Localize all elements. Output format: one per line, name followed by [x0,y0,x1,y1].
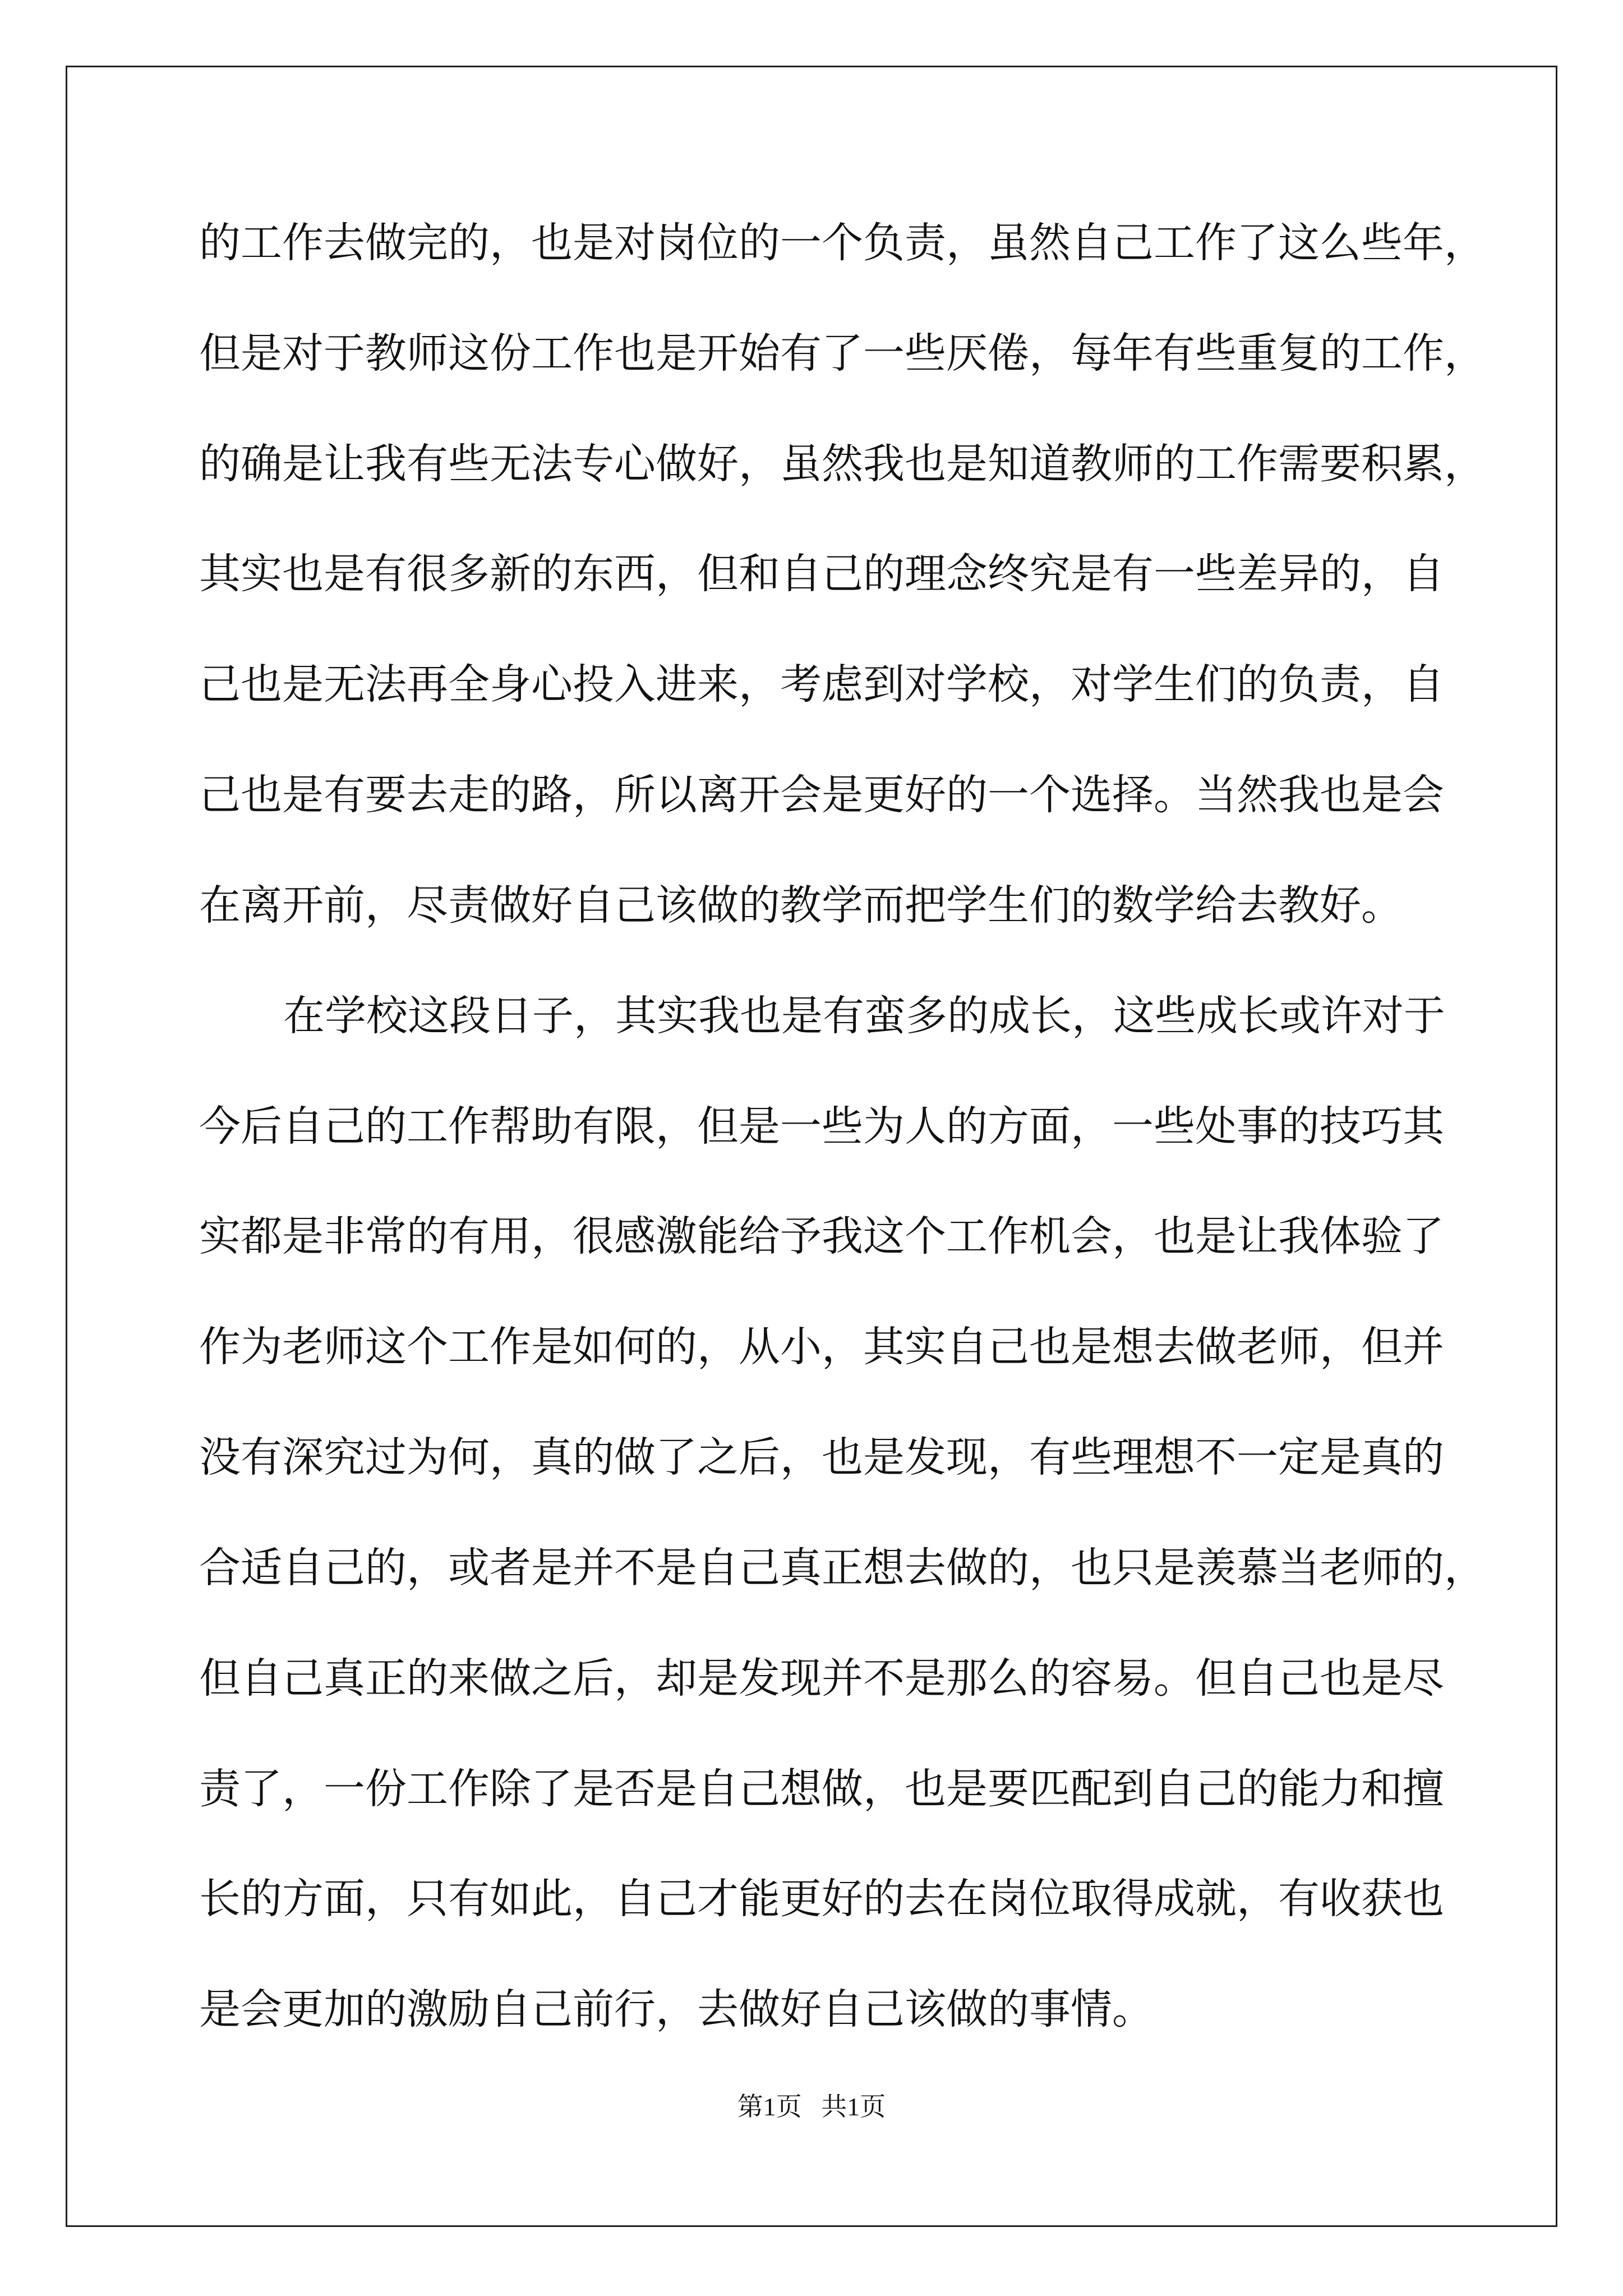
paragraph-2-line-4: 作为老师这个工作是如何的，从小，其实自己也是想去做老师，但并 [199,1323,1444,1371]
paragraph-1-line-5: 己也是无法再全身心投入进来，考虑到对学校，对学生们的负责，自 [199,660,1444,708]
paragraph-2-line-2: 今后自己的工作帮助有限，但是一些为人的方面，一些处事的技巧其 [199,1102,1444,1151]
paragraph-2-line-1: 在学校这段日子，其实我也是有蛮多的成长，这些成长或许对于 [283,992,1445,1040]
paragraph-1-line-2: 但是对于教师这份工作也是开始有了一些厌倦，每年有些重复的工作， [199,329,1486,378]
paragraph-1-line-1: 的工作去做完的，也是对岗位的一个负责，虽然自己工作了这么些年， [199,219,1486,267]
paragraph-2-line-7: 但自己真正的来做之后，却是发现并不是那么的容易。但自己也是尽 [199,1654,1444,1703]
paragraph-1-line-3: 的确是让我有些无法专心做好，虽然我也是知道教师的工作需要积累， [199,440,1486,488]
paragraph-1-line-4: 其实也是有很多新的东西，但和自己的理念终究是有一些差异的，自 [199,550,1444,598]
paragraph-2-line-10: 是会更加的激励自己前行，去做好自己该做的事情。 [199,1985,1154,2033]
paragraph-2-line-8: 责了，一份工作除了是否是自己想做，也是要匹配到自己的能力和擅 [199,1765,1444,1813]
page-number-footer: 第1页 共1页 [737,2092,886,2121]
paragraph-2-line-5: 没有深究过为何，真的做了之后，也是发现，有些理想不一定是真的 [199,1433,1444,1481]
paragraph-1-line-7: 在离开前，尽责做好自己该做的教学而把学生们的数学给去教好。 [199,881,1403,930]
paragraph-2-line-6: 合适自己的，或者是并不是自己真正想去做的，也只是羡慕当老师的， [199,1544,1486,1592]
paragraph-2-line-9: 长的方面，只有如此，自己才能更好的去在岗位取得成就，有收获也 [199,1875,1444,1923]
paragraph-2-line-3: 实都是非常的有用，很感激能给予我这个工作机会，也是让我体验了 [199,1212,1444,1260]
paragraph-1-line-6: 己也是有要去走的路，所以离开会是更好的一个选择。当然我也是会 [199,771,1444,819]
